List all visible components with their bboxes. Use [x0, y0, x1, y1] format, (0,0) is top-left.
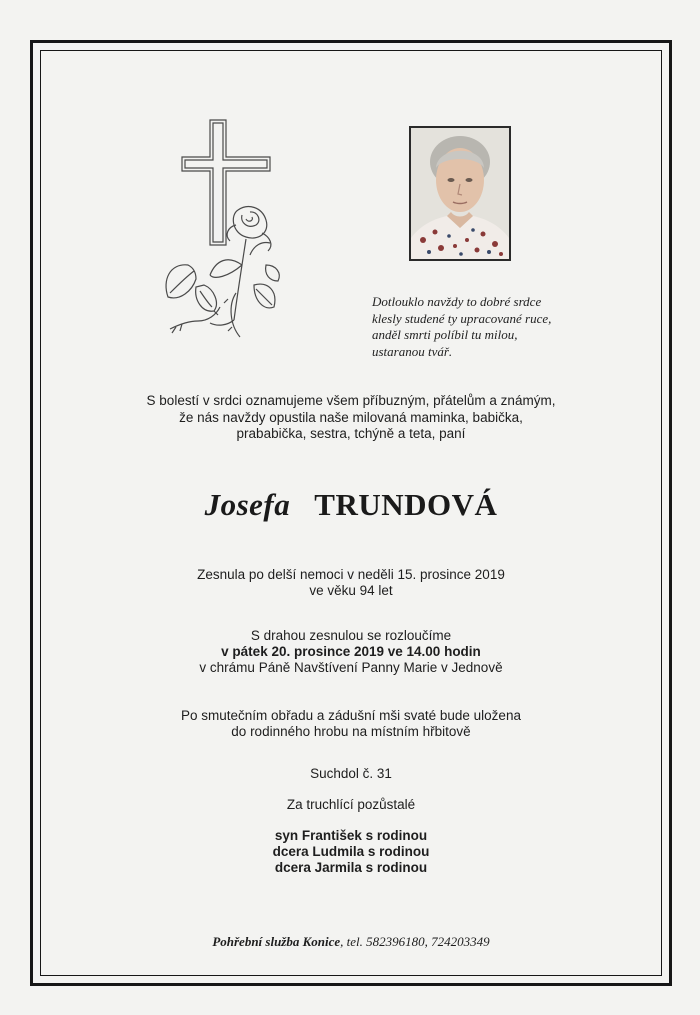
- family-member: syn František s rodinou: [274, 828, 428, 843]
- death-line: ve věku 94 let: [309, 583, 393, 598]
- death-line: Zesnula po delší nemoci v neděli 15. prosince 2019: [197, 567, 505, 582]
- funeral-service-phone: , tel. 582396180, 724203349: [340, 934, 490, 949]
- announcement: [40, 393, 662, 443]
- funeral-datetime: v pátek 20. prosince 2019 ve 14.00 hodin: [221, 644, 481, 659]
- burial-line: do rodinného hrobu na místním hřbitově: [231, 724, 471, 739]
- deceased-name: [40, 487, 662, 523]
- death-info: [40, 567, 662, 599]
- funeral-service-footer: [40, 934, 662, 950]
- poem: [372, 294, 602, 360]
- cross-with-rose-icon: [158, 115, 298, 345]
- first-name: Josefa: [204, 487, 291, 522]
- address: Suchdol č. 31: [310, 766, 392, 781]
- mourners-intro: Za truchlící pozůstalé: [286, 797, 416, 812]
- poem-line: klesly studené ty upracované ruce,: [372, 310, 552, 326]
- burial-line: Po smutečním obřadu a zádušní mši svaté bude uložena: [181, 708, 521, 723]
- poem-line: ustaranou tvář.: [372, 343, 453, 359]
- family-list: [40, 828, 662, 876]
- funeral-info: [40, 628, 662, 676]
- poem-line: anděl smrti políbil tu milou,: [372, 327, 518, 342]
- family-member: dcera Ludmila s rodinou: [272, 844, 430, 859]
- family-member: dcera Jarmila s rodinou: [274, 860, 428, 875]
- burial-info: [40, 708, 662, 740]
- last-name: TRUNDOVÁ: [314, 487, 498, 522]
- portrait-photo: [409, 126, 511, 261]
- funeral-service-name: Pohřební služba Konice: [212, 934, 341, 949]
- announcement-line: prababička, sestra, tchýně a teta, paní: [236, 426, 466, 441]
- announcement-line: že nás navždy opustila naše milovaná maminka, babička,: [179, 409, 523, 425]
- funeral-intro: S drahou zesnulou se rozloučíme: [250, 628, 452, 643]
- poem-line: Dotlouklo navždy to dobré srdce: [372, 294, 542, 309]
- funeral-place: v chrámu Páně Navštívení Panny Marie v Jednově: [199, 660, 503, 675]
- announcement-line: S bolestí v srdci oznamujeme všem příbuzným, přátelům a známým,: [146, 393, 556, 408]
